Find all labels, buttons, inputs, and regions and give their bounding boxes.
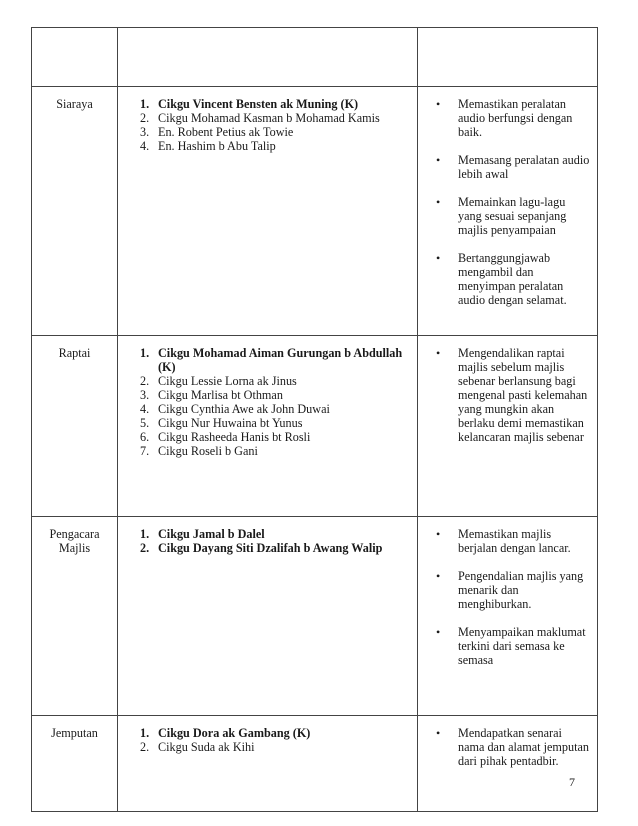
list-item: 4. En. Hashim b Abu Talip xyxy=(140,139,276,153)
duty-item: • Mengendalikan raptai majlis sebelum majlis sebenar berlansung bagi mengenal pasti kelemahan yang mungkin akan berlaku demi memastikan kelancaran majlis sebenar xyxy=(436,346,588,444)
member-list xyxy=(118,517,418,716)
member-list xyxy=(118,716,418,812)
list-item: 1. Cikgu Dora ak Gambang (K) xyxy=(140,726,311,740)
list-item: 6. Cikgu Rasheeda Hanis bt Rosli xyxy=(140,430,311,444)
bullet-icon: • xyxy=(436,346,441,360)
duty-item: • Mendapatkan senarai nama dan alamat jemputan dari pihak pentadbir. xyxy=(436,726,589,768)
unit-name: Jemputan xyxy=(32,716,118,812)
list-item: 2. Cikgu Suda ak Kihi xyxy=(140,740,255,754)
table-row xyxy=(32,87,598,336)
bullet-icon: • xyxy=(436,569,441,583)
duty-item: • Pengendalian majlis yang menarik dan menghiburkan. xyxy=(436,569,584,611)
list-item: 1. Cikgu Jamal b Dalel xyxy=(140,527,265,541)
list-item: 5. Cikgu Nur Huwaina bt Yunus xyxy=(140,416,303,430)
table-row xyxy=(32,336,598,517)
page-number: 7 xyxy=(569,775,575,789)
bullet-icon: • xyxy=(436,195,441,209)
list-item: 4. Cikgu Cynthia Awe ak John Duwai xyxy=(140,402,330,416)
duty-list xyxy=(418,517,598,716)
list-item: 3. Cikgu Marlisa bt Othman xyxy=(140,388,283,402)
duty-item: • Memastikan majlis berjalan dengan lancar. xyxy=(436,527,571,555)
header-cell-members xyxy=(118,28,418,87)
list-item: 1. Cikgu Vincent Bensten ak Muning (K) xyxy=(140,97,359,111)
bullet-icon: • xyxy=(436,527,441,541)
duty-item: • Memasang peralatan audio lebih awal xyxy=(436,153,590,181)
table-row xyxy=(32,716,598,812)
table-header-row xyxy=(32,28,598,87)
table-row xyxy=(32,517,598,716)
duty-item: • Memastikan peralatan audio berfungsi dengan baik. xyxy=(436,97,573,139)
bullet-icon: • xyxy=(436,625,441,639)
list-item: 2. Cikgu Mohamad Kasman b Mohamad Kamis xyxy=(140,111,380,125)
list-item: 3. En. Robent Petius ak Towie xyxy=(140,125,294,139)
unit-name: Raptai xyxy=(32,336,118,517)
bullet-icon: • xyxy=(436,153,441,167)
duty-item: • Menyampaikan maklumat terkini dari semasa ke semasa xyxy=(436,625,586,667)
member-list xyxy=(118,87,418,336)
committee-duty-table xyxy=(31,27,598,812)
list-item: 1. Cikgu Mohamad Aiman Gurungan b Abdullah (K) xyxy=(140,346,403,374)
unit-name: Pengacara Majlis xyxy=(32,517,118,716)
duty-list xyxy=(418,336,598,517)
duty-list xyxy=(418,716,598,812)
list-item: 2. Cikgu Lessie Lorna ak Jinus xyxy=(140,374,297,388)
list-item: 2. Cikgu Dayang Siti Dzalifah b Awang Walip xyxy=(140,541,383,555)
bullet-icon: • xyxy=(436,251,441,265)
bullet-icon: • xyxy=(436,726,441,740)
member-list xyxy=(118,336,418,517)
unit-name: Siaraya xyxy=(32,87,118,336)
header-cell-duties xyxy=(418,28,598,87)
duty-item: • Memainkan lagu-lagu yang sesuai sepanjang majlis penyampaian xyxy=(436,195,567,237)
list-item: 7. Cikgu Roseli b Gani xyxy=(140,444,258,458)
bullet-icon: • xyxy=(436,97,441,111)
duty-list xyxy=(418,87,598,336)
duty-item: • Bertanggungjawab mengambil dan menyimpan peralatan audio dengan selamat. xyxy=(436,251,567,307)
header-cell-unit xyxy=(32,28,118,87)
